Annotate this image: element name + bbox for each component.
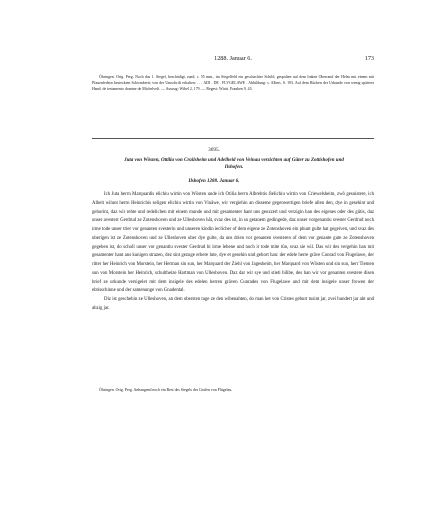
document-title: Juta von Wösten, Ottilia von Crailsheim und Adelheid von Veinau verzichten auf Güter zu Zottishofen und Ilshofen. (124, 158, 344, 170)
preceding-note-text: Öhringen. Orig. Perg. Noch das 1. Siegel, beschädigt, rund, c. 55 mm., im Siegelfeld ein geschachter Schild, gespalten auf dem linken Oberrand der Helm mit einem mit Pfauenfedern besteckten Schirmbrett; von der Umschrift erhalten: . . . ADI . DE . FLVGELAWE . Abbildung: s. Albert, S. 193. Auf dem Rücken der Urkunde von wenig späterer Hand: de testamento domine de Michelvelt. — Auszug: Wibel 2, 179. — Regest: Württ. Franken 9, 43. (92, 75, 374, 92)
section-divider (92, 138, 374, 139)
body-paragraph: Diz ist geschehin ze Ulleshoven, an dem obersten tage ze den wibenahten, do man het von Cristes geburt tusint jar, zvei hundert jar aht und ahzig jar. (92, 297, 374, 311)
document-body (92, 191, 374, 314)
archival-footnote (92, 387, 374, 393)
document-number: 3695. (208, 147, 220, 153)
document-place-date: Ilshofen 1288. Januar 6. (188, 179, 240, 184)
running-head (92, 55, 374, 67)
body-paragraph: Ich Juta herrn Marquardis elichiu wirtin von Wösten unde ich Otilia herrn Albrehtis ẞelichiu wirtin von Criewelsheim, zwô gesuistere, ich Alheit wilunt herrn Heinrichis seligen elichiu wirtin von Vinâwe, wir vergiehin an disseme gegenwertigen briefe allen den, dye in gesehint und gehorint, daz wir rehte und redelichen mit einem munde und mit gesamenter hant uns geuzzert und verzigin han des eigenes oder des gûtis, daz unser avesterr Gerdrud ze Zotenshoven und ze Ulleshoven hât, svaz des ist, in so getanem gedingede, daz unser vorgenantiu svester Gerdrud noch irme tode unser trier vor genanten svesterin und unseren kindin ieclicher of dem eigene ze Zotenshoven ein phunt gulte hat gegeiven, und svaz des uberigen ist ze Zotenshoven und ze Ulleshoven uber dye gulte, da uns drien vor genanten svesteren of dem vor genante gute ze Zotenshoven gegeben ist, do scholl unser vor genantiu svester Gerdrud bi irme lebene und noch ir tode mite tûn, svaz sie wil. Das wir des vergehin han mit gesamenter hant ans kunigen strazen, dez sint gezuge erbere lute, dye et gesehin und gehort han: der edele herre gräve Conrad von Flugelawe, der ritter her Heinrich von Morstein, her Herman sin sun, her Marquard der Ziehl von Jagesheim, her Marquard von Wösten und sin sun, herr Tiemen sun von Morstein her Heinrich, schultheize Hartman von Ulleshoven. Daz dar wir sye und stieti bilibe, des han wir vor genanten svestere disen brief ze urkunde versigelet mit dem insigele des edelen herren gräven Cunrades von Flugelawe und mit dem insigele unser frowen der ebtisschinne und der samenunge von Gnadental. (92, 192, 374, 294)
preceding-document-note (92, 74, 374, 93)
running-head-date: 1288. Januar 6. (214, 55, 252, 62)
page-number: 173 (364, 55, 374, 62)
footnote-text: Öhringen. Orig. Perg. Anhangend noch ein Rest des Siegels des Grafen von Flügelau. (99, 388, 233, 392)
